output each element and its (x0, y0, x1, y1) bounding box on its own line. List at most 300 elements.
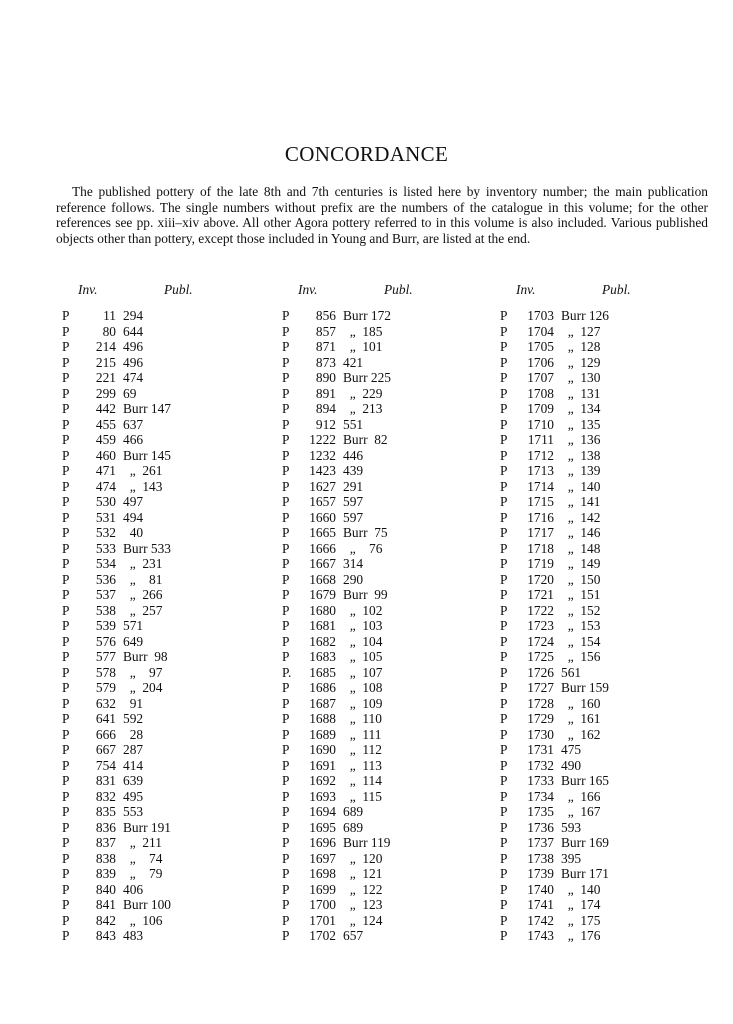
inventory-number: 1666 (309, 540, 336, 556)
inventory-prefix: P (500, 308, 508, 323)
concordance-row (500, 370, 700, 386)
publication-reference: „ 112 (343, 742, 382, 757)
concordance-row (62, 789, 262, 805)
concordance-row (282, 479, 482, 495)
inventory-prefix: P (62, 571, 70, 587)
publication-reference: „ 156 (561, 649, 601, 664)
inventory-prefix: P (282, 804, 290, 819)
inventory-number: 215 (95, 354, 116, 370)
publication-reference: „ 102 (343, 602, 383, 618)
publication-reference: „ 107 (343, 664, 383, 680)
inventory-number: 1726 (527, 664, 554, 680)
inventory-prefix: P (500, 494, 508, 509)
inventory-prefix: P (500, 323, 508, 339)
inventory-number: 1727 (527, 680, 554, 695)
inventory-number: 532 (95, 525, 116, 540)
inventory-prefix: P (500, 649, 508, 664)
concordance-row (500, 804, 700, 820)
inventory-prefix: P (62, 401, 70, 416)
inventory-number: 1699 (309, 881, 336, 897)
publication-reference: „ 129 (561, 354, 601, 370)
publication-reference: „ 229 (343, 385, 383, 401)
inventory-prefix: P (62, 587, 70, 602)
inventory-number: 1714 (527, 478, 554, 494)
concordance-row (500, 587, 700, 603)
concordance-row (500, 339, 700, 355)
publication-reference: 287 (123, 742, 144, 757)
publ-header: Publ. (384, 282, 413, 297)
inventory-number: 1717 (527, 525, 554, 540)
concordance-row (500, 417, 700, 433)
publication-reference: „ 231 (123, 556, 163, 571)
inventory-prefix: P (500, 447, 508, 463)
inventory-number: 871 (315, 339, 336, 354)
inventory-prefix: P (282, 757, 290, 773)
inventory-number: 1736 (527, 819, 554, 835)
concordance-row (62, 696, 262, 712)
concordance-row (62, 339, 262, 355)
publication-reference: Burr 145 (123, 447, 171, 463)
concordance-row (500, 355, 700, 371)
inventory-number: 1627 (309, 478, 336, 494)
inventory-prefix: P (282, 540, 290, 556)
inventory-number: 641 (95, 711, 116, 726)
publication-reference: „ 115 (343, 788, 382, 804)
publication-reference: 314 (343, 556, 364, 571)
inventory-number: 1738 (527, 850, 554, 866)
inventory-prefix: P (500, 928, 508, 943)
publication-reference: 466 (123, 432, 144, 447)
concordance-row (282, 882, 482, 898)
inventory-prefix: P (62, 354, 70, 370)
inventory-prefix: P (282, 587, 290, 602)
concordance-row (500, 789, 700, 805)
publication-reference: 637 (123, 416, 144, 432)
inventory-prefix: P (500, 742, 508, 757)
publication-reference: „ 74 (123, 850, 163, 866)
inventory-prefix: P (500, 850, 508, 866)
publication-reference: 483 (123, 928, 144, 943)
inventory-prefix: P (62, 556, 70, 571)
publication-reference: „ 148 (561, 540, 601, 556)
concordance-row (62, 401, 262, 417)
publication-reference: Burr 165 (561, 773, 609, 788)
publication-reference: „ 101 (343, 339, 383, 354)
concordance-row (282, 603, 482, 619)
concordance-row (282, 696, 482, 712)
publication-reference: „ 154 (561, 633, 601, 649)
inventory-prefix: P (500, 463, 508, 478)
publication-reference: 496 (123, 354, 144, 370)
inventory-prefix: P (282, 773, 290, 788)
concordance-row (500, 525, 700, 541)
concordance-row (62, 324, 262, 340)
inventory-number: 299 (95, 385, 116, 401)
publication-reference: „ 120 (343, 850, 383, 866)
inventory-number: 1706 (527, 354, 554, 370)
inventory-number: 533 (95, 540, 116, 556)
concordance-row (282, 541, 482, 557)
inventory-number: 754 (95, 757, 116, 773)
publication-reference: Burr 169 (561, 835, 609, 850)
inventory-number: 537 (95, 587, 116, 602)
inventory-number: 1740 (527, 881, 554, 897)
inventory-number: 1698 (309, 866, 336, 881)
inventory-prefix: P (500, 370, 508, 385)
concordance-row (500, 494, 700, 510)
inventory-number: 1723 (527, 618, 554, 633)
inventory-prefix: P (282, 850, 290, 866)
concordance-row (282, 742, 482, 758)
publication-reference: 571 (123, 618, 144, 633)
publication-reference: „ 266 (123, 587, 163, 602)
publication-reference: „ 103 (343, 618, 383, 633)
inventory-number: 536 (95, 571, 116, 587)
inventory-prefix: P (62, 757, 70, 773)
inventory-number: 579 (95, 680, 116, 695)
inventory-number: 1716 (527, 509, 554, 525)
inventory-prefix: P (62, 618, 70, 633)
inventory-number: 460 (95, 447, 116, 463)
inventory-prefix: P (500, 664, 508, 680)
inventory-prefix: P (500, 416, 508, 432)
concordance-row (282, 820, 482, 836)
inventory-prefix: P (282, 525, 290, 540)
inventory-number: 11 (103, 308, 116, 323)
inventory-number: 839 (95, 866, 116, 881)
inventory-prefix: P (282, 711, 290, 726)
concordance-row (500, 711, 700, 727)
inventory-prefix: P (62, 773, 70, 788)
inventory-prefix: P (500, 788, 508, 804)
inventory-number: 1721 (527, 587, 554, 602)
concordance-row (282, 308, 482, 324)
inventory-prefix: P (282, 370, 290, 385)
publication-reference: „ 257 (123, 602, 163, 618)
inventory-prefix: P (62, 664, 70, 680)
concordance-row (282, 432, 482, 448)
inventory-number: 1719 (527, 556, 554, 571)
concordance-row (282, 386, 482, 402)
concordance-row (62, 897, 262, 913)
concordance-row (500, 866, 700, 882)
inventory-number: 632 (95, 695, 116, 711)
concordance-row (500, 913, 700, 929)
inventory-number: 1711 (527, 432, 554, 447)
publication-reference: „ 150 (561, 571, 601, 587)
inventory-number: 1657 (309, 494, 336, 509)
publication-reference: „ 135 (561, 416, 601, 432)
inventory-prefix: P (282, 339, 290, 354)
inventory-number: 1720 (527, 571, 554, 587)
inventory-number: 534 (95, 556, 116, 571)
inventory-number: 471 (95, 463, 116, 478)
publication-reference: „ 161 (561, 711, 601, 726)
concordance-row (500, 665, 700, 681)
inventory-number: 80 (102, 323, 116, 339)
inventory-number: 1689 (309, 726, 336, 742)
publication-reference: „ 261 (123, 463, 163, 478)
publication-reference: Burr 191 (123, 819, 171, 835)
concordance-row (62, 479, 262, 495)
publication-reference: „ 121 (343, 866, 383, 881)
inventory-prefix: P (282, 928, 290, 943)
publication-reference: 497 (123, 494, 144, 509)
concordance-row (500, 386, 700, 402)
concordance-row (62, 370, 262, 386)
inventory-number: 842 (95, 912, 116, 928)
inventory-prefix: P (282, 881, 290, 897)
inventory-number: 1741 (527, 897, 554, 912)
inventory-number: 1707 (527, 370, 554, 385)
inventory-prefix: P (282, 354, 290, 370)
inventory-number: 1734 (527, 788, 554, 804)
inventory-prefix: P (500, 587, 508, 602)
publication-reference: 69 (123, 385, 137, 401)
inventory-prefix: P (500, 773, 508, 788)
inventory-prefix: P (282, 401, 290, 416)
publication-reference: „ 185 (343, 323, 383, 339)
concordance-row (500, 541, 700, 557)
concordance-row (62, 742, 262, 758)
publication-reference: 597 (343, 494, 364, 509)
inventory-prefix: P (62, 308, 70, 323)
inventory-prefix: P (500, 571, 508, 587)
inventory-number: 1697 (309, 850, 336, 866)
inventory-number: 1232 (309, 447, 336, 463)
inventory-number: 1695 (309, 819, 336, 835)
publication-reference: 439 (343, 463, 364, 478)
publication-reference: 475 (561, 742, 582, 757)
publication-reference: „ 123 (343, 897, 383, 912)
concordance-row (62, 773, 262, 789)
inventory-prefix: P (282, 323, 290, 339)
publication-reference: „ 176 (561, 928, 601, 943)
inventory-number: 836 (95, 819, 116, 835)
inventory-number: 1660 (309, 509, 336, 525)
inventory-prefix: P (62, 370, 70, 385)
concordance-row (62, 665, 262, 681)
inventory-number: 1701 (309, 912, 336, 928)
inventory-number: 1705 (527, 339, 554, 354)
inventory-number: 1739 (527, 866, 554, 881)
publication-reference: „ 160 (561, 695, 601, 711)
inventory-prefix: P (500, 602, 508, 618)
publication-reference: 553 (123, 804, 144, 819)
inventory-prefix: P (500, 726, 508, 742)
inventory-prefix: P (62, 432, 70, 447)
inventory-prefix: P (500, 633, 508, 649)
publication-reference: 551 (343, 416, 364, 432)
concordance-row (62, 804, 262, 820)
inventory-number: 1665 (309, 525, 336, 540)
inventory-number: 1681 (309, 618, 336, 633)
inventory-number: 1423 (309, 463, 336, 478)
publication-reference: Burr 99 (343, 587, 388, 602)
concordance-row (282, 851, 482, 867)
inventory-number: 912 (315, 416, 336, 432)
inventory-prefix: P (500, 354, 508, 370)
inventory-number: 1712 (527, 447, 554, 463)
concordance-row (282, 339, 482, 355)
inventory-number: 530 (95, 494, 116, 509)
publication-reference: 290 (343, 571, 364, 587)
concordance-row (500, 634, 700, 650)
inventory-number: 531 (95, 509, 116, 525)
publication-reference: Burr 98 (123, 649, 168, 664)
inv-header: Inv. (298, 282, 318, 297)
publication-reference: „ 134 (561, 401, 601, 416)
inventory-prefix: P (62, 323, 70, 339)
inventory-prefix: P (62, 463, 70, 478)
inventory-number: 835 (95, 804, 116, 819)
publication-reference: 446 (343, 447, 364, 463)
concordance-row (282, 866, 482, 882)
inventory-number: 1709 (527, 401, 554, 416)
inventory-number: 1685 (309, 664, 336, 680)
inventory-prefix: P (282, 819, 290, 835)
inventory-number: 578 (95, 664, 116, 680)
concordance-row (62, 463, 262, 479)
publication-reference: „ 76 (343, 540, 383, 556)
inventory-number: 873 (315, 354, 336, 370)
concordance-column-1 (62, 282, 262, 944)
concordance-row (282, 634, 482, 650)
concordance-row (282, 448, 482, 464)
inventory-number: 1694 (309, 804, 336, 819)
publication-reference: 649 (123, 633, 144, 649)
column-header (62, 282, 262, 308)
inventory-prefix: P (62, 897, 70, 912)
inventory-prefix: P (282, 571, 290, 587)
publication-reference: „ 111 (343, 726, 382, 742)
inventory-number: 1702 (309, 928, 336, 943)
inventory-number: 1687 (309, 695, 336, 711)
inventory-number: 891 (315, 385, 336, 401)
inventory-prefix: P (500, 525, 508, 540)
publication-reference: 496 (123, 339, 144, 354)
inventory-prefix: P (500, 819, 508, 835)
concordance-row (500, 928, 700, 944)
concordance-row (282, 680, 482, 696)
concordance-row (62, 618, 262, 634)
concordance-row (62, 649, 262, 665)
inventory-number: 831 (95, 773, 116, 788)
publication-reference: 494 (123, 509, 144, 525)
inv-header: Inv. (78, 282, 98, 297)
concordance-row (500, 463, 700, 479)
inventory-prefix: P (282, 742, 290, 757)
inventory-prefix: P (500, 432, 508, 447)
publication-reference: „ 166 (561, 788, 601, 804)
publication-reference: „ 108 (343, 680, 383, 695)
concordance-row (282, 758, 482, 774)
inventory-prefix: P (62, 680, 70, 695)
inventory-number: 576 (95, 633, 116, 649)
concordance-row (62, 680, 262, 696)
inventory-number: 1682 (309, 633, 336, 649)
intro-paragraph: The published pottery of the late 8th and 7th centuries is listed here by inventory number; the main publication reference follows. The single numbers without prefix are the numbers of the catalogue in this volume; for the other references see pp. xiii–xiv above. All other Agora pottery referred to in this volume is also included. Various published objects other than pottery, except those included in Young and Burr, are listed at the end. (56, 184, 708, 246)
inventory-prefix: P (62, 649, 70, 664)
inventory-prefix: P (62, 726, 70, 742)
page-title: CONCORDANCE (284, 142, 449, 166)
inventory-number: 838 (95, 850, 116, 866)
inventory-prefix: P (62, 509, 70, 525)
inventory-number: 1713 (527, 463, 554, 478)
inventory-number: 1715 (527, 494, 554, 509)
publication-reference: 657 (343, 928, 364, 943)
inventory-prefix: P (500, 804, 508, 819)
concordance-row (282, 324, 482, 340)
inventory-prefix: P (282, 416, 290, 432)
publication-reference: Burr 171 (561, 866, 609, 881)
inventory-prefix: P (62, 540, 70, 556)
publication-reference: „ 143 (123, 478, 163, 494)
concordance-row (62, 866, 262, 882)
concordance-row (62, 711, 262, 727)
publication-reference: „ 97 (123, 664, 163, 680)
inventory-number: 840 (95, 881, 116, 897)
publication-reference: Burr 533 (123, 540, 171, 556)
inventory-prefix: P (282, 897, 290, 912)
concordance-row (62, 386, 262, 402)
inventory-prefix: P (282, 649, 290, 664)
concordance-row (62, 556, 262, 572)
publication-reference: „ 136 (561, 432, 601, 447)
inventory-prefix: P (62, 416, 70, 432)
inventory-prefix: P (62, 494, 70, 509)
inventory-number: 214 (95, 339, 116, 354)
inventory-number: 1688 (309, 711, 336, 726)
inventory-prefix: P. (282, 664, 292, 680)
concordance-row (62, 835, 262, 851)
publication-reference: „ 211 (123, 835, 162, 850)
concordance-row (62, 587, 262, 603)
inventory-number: 1679 (309, 587, 336, 602)
inv-header: Inv. (516, 282, 536, 297)
inventory-prefix: P (62, 602, 70, 618)
inventory-number: 1733 (527, 773, 554, 788)
publication-reference: „ 153 (561, 618, 601, 633)
concordance-row (62, 727, 262, 743)
inventory-number: 1732 (527, 757, 554, 773)
inventory-prefix: P (62, 819, 70, 835)
publication-reference: 495 (123, 788, 144, 804)
concordance-row (500, 897, 700, 913)
inventory-number: 1729 (527, 711, 554, 726)
inventory-prefix: P (62, 711, 70, 726)
publication-reference: 644 (123, 323, 144, 339)
inventory-prefix: P (500, 478, 508, 494)
inventory-prefix: P (62, 928, 70, 943)
publication-reference: 421 (343, 354, 364, 370)
publication-reference: „ 114 (343, 773, 382, 788)
inventory-prefix: P (500, 835, 508, 850)
concordance-row (500, 680, 700, 696)
concordance-row (62, 417, 262, 433)
concordance-row (282, 835, 482, 851)
concordance-row (62, 355, 262, 371)
inventory-number: 221 (95, 370, 116, 385)
inventory-prefix: P (62, 804, 70, 819)
concordance-row (500, 649, 700, 665)
inventory-number: 1692 (309, 773, 336, 788)
publication-reference: „ 174 (561, 897, 601, 912)
concordance-row (282, 494, 482, 510)
inventory-number: 1683 (309, 649, 336, 664)
publication-reference: „ 105 (343, 649, 383, 664)
inventory-number: 666 (95, 726, 116, 742)
